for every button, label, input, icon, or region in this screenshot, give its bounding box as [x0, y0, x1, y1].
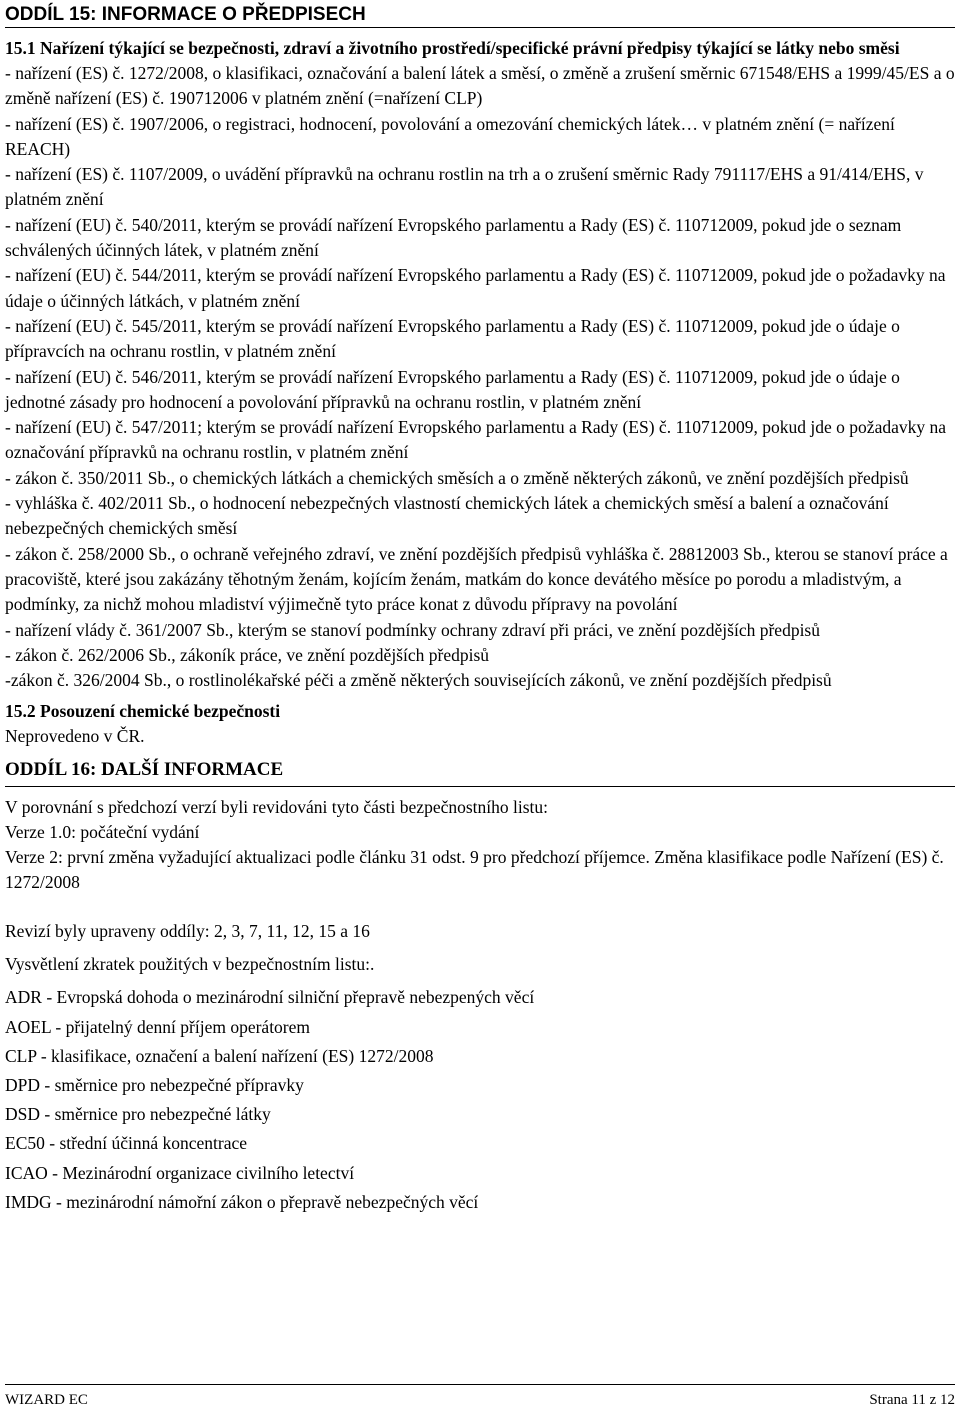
- regulation-item: - zákon č. 350/2011 Sb., o chemických látkách a chemických směsích a o změně některých zákonů, ve znění pozdějších předpisů: [5, 467, 909, 488]
- regulation-item: - nařízení (EU) č. 544/2011, kterým se provádí nařízení Evropského parlamentu a Rady (ES) č. 110712009, pokud jde o požadavky na údaje o účinných látkách, v platném znění: [5, 265, 946, 311]
- revised-sections: Revizí byly upraveny oddíly: 2, 3, 7, 11, 12, 15 a 16: [5, 921, 370, 942]
- abbreviations-list: [5, 983, 955, 1217]
- version-2: Verze 2: první změna vyžadující aktualizaci podle článku 31 odst. 9 pro předchozí příjemce. Změna klasifikace podle Nařízení (ES) č. 1272/2008: [5, 847, 944, 893]
- subsection-15-2-text: Neprovedeno v ČR.: [5, 726, 145, 747]
- abbreviations-intro: Vysvětlení zkratek použitých v bezpečnostním listu:.: [5, 954, 375, 975]
- revision-info: [5, 795, 955, 977]
- abbreviation-item: DSD - směrnice pro nebezpečné látky: [5, 1104, 271, 1125]
- abbreviation-item: CLP - klasifikace, označení a balení nařízení (ES) 1272/2008: [5, 1045, 434, 1066]
- abbreviation-item: EC50 - střední účinná koncentrace: [5, 1133, 247, 1154]
- page-footer: [5, 1384, 955, 1408]
- abbreviation-item: AOEL - přijatelný denní příjem operátorem: [5, 1016, 311, 1037]
- regulation-item: - zákon č. 262/2006 Sb., zákoník práce, ve znění pozdějších předpisů: [5, 644, 490, 665]
- version-1: Verze 1.0: počáteční vydání: [5, 822, 200, 843]
- footer-product-name: WIZARD EC: [5, 1392, 88, 1408]
- heading-rule: [5, 786, 955, 787]
- section-15-heading: ODDÍL 15: INFORMACE O PŘEDPISECH: [5, 4, 366, 25]
- regulations-list: [5, 61, 955, 693]
- abbreviation-item: IMDG - mezinárodní námořní zákon o přepravě nebezpečných věcí: [5, 1191, 479, 1212]
- regulation-item: - zákon č. 258/2000 Sb., o ochraně veřejného zdraví, ve znění pozdějších předpisů vyhláška č. 28812003 Sb., kterou se stanoví práce a pracoviště, které jsou zakázány těhotným ženám, kojícím ženám, matkám do konce devátého měsíce po porodu a mladistvým, a podmínky, za nichž mohou mladiství výjimečně tyto práce konat z důvodu přípravy na povolání: [5, 543, 948, 615]
- section-16-heading: ODDÍL 16: DALŠÍ INFORMACE: [5, 759, 284, 781]
- subsection-15-1-heading: 15.1 Nařízení týkající se bezpečnosti, zdraví a životního prostředí/specifické právní předpisy týkající se látky nebo směsi: [5, 38, 900, 58]
- regulation-item: - nařízení (ES) č. 1107/2009, o uvádění přípravků na ochranu rostlin na trh a o zrušení směrnic Rady 791117/EHS a 91/414/EHS, v platném znění: [5, 164, 924, 210]
- regulation-item: - nařízení vlády č. 361/2007 Sb., kterým se stanoví podmínky ochrany zdraví při práci, ve znění pozdějších předpisů: [5, 619, 820, 640]
- regulation-item: - nařízení (ES) č. 1907/2006, o registraci, hodnocení, povolování a omezování chemických látek… v platném znění (= nařízení REACH): [5, 113, 895, 159]
- revision-intro: V porovnání s předchozí verzí byli revidováni tyto části bezpečnostního listu:: [5, 797, 549, 818]
- footer-page-number: Strana 11 z 12: [869, 1392, 955, 1408]
- regulation-item: - nařízení (EU) č. 545/2011, kterým se provádí nařízení Evropského parlamentu a Rady (ES) č. 110712009, pokud jde o údaje o přípravcích na ochranu rostlin, v platném znění: [5, 315, 900, 362]
- document-page: [5, 0, 955, 1217]
- heading-rule: [5, 27, 955, 28]
- abbreviation-item: DPD - směrnice pro nebezpečné přípravky: [5, 1075, 304, 1096]
- abbreviation-item: ICAO - Mezinárodní organizace civilního letectví: [5, 1162, 355, 1183]
- subsection-15-2-heading: 15.2 Posouzení chemické bezpečnosti: [5, 701, 281, 722]
- regulation-item: -zákon č. 326/2004 Sb., o rostlinolékařské péči a změně některých souvisejících zákonů, ve znění pozdějších předpisů: [5, 670, 832, 691]
- regulation-item: - nařízení (ES) č. 1272/2008, o klasifikaci, označování a balení látek a směsí, o změně a zrušení směrnic 671548/EHS a 1999/45/ES a o změně nařízení (ES) č. 190712006 v platném znění (=nařízení CLP): [5, 63, 955, 109]
- regulation-item: - vyhláška č. 402/2011 Sb., o hodnocení nebezpečných vlastností chemických látek a chemických směsí a balení a označování nebezpečných chemických směsí: [5, 493, 889, 539]
- regulation-item: - nařízení (EU) č. 547/2011; kterým se provádí nařízení Evropského parlamentu a Rady (ES) č. 110712009, pokud jde o požadavky na označování přípravků na ochranu rostlin, v platném znění: [5, 417, 947, 463]
- regulation-item: - nařízení (EU) č. 540/2011, kterým se provádí nařízení Evropského parlamentu a Rady (ES) č. 110712009, pokud jde o seznam schválených účinných látek, v platném znění: [5, 214, 902, 261]
- regulation-item: - nařízení (EU) č. 546/2011, kterým se provádí nařízení Evropského parlamentu a Rady (ES) č. 110712009, pokud jde o údaje o jednotné zásady pro hodnocení a povolování přípravků na ochranu rostlin, v platném znění: [5, 366, 900, 412]
- abbreviation-item: ADR - Evropská dohoda o mezinárodní silniční přepravě nebezpených věcí: [5, 987, 535, 1008]
